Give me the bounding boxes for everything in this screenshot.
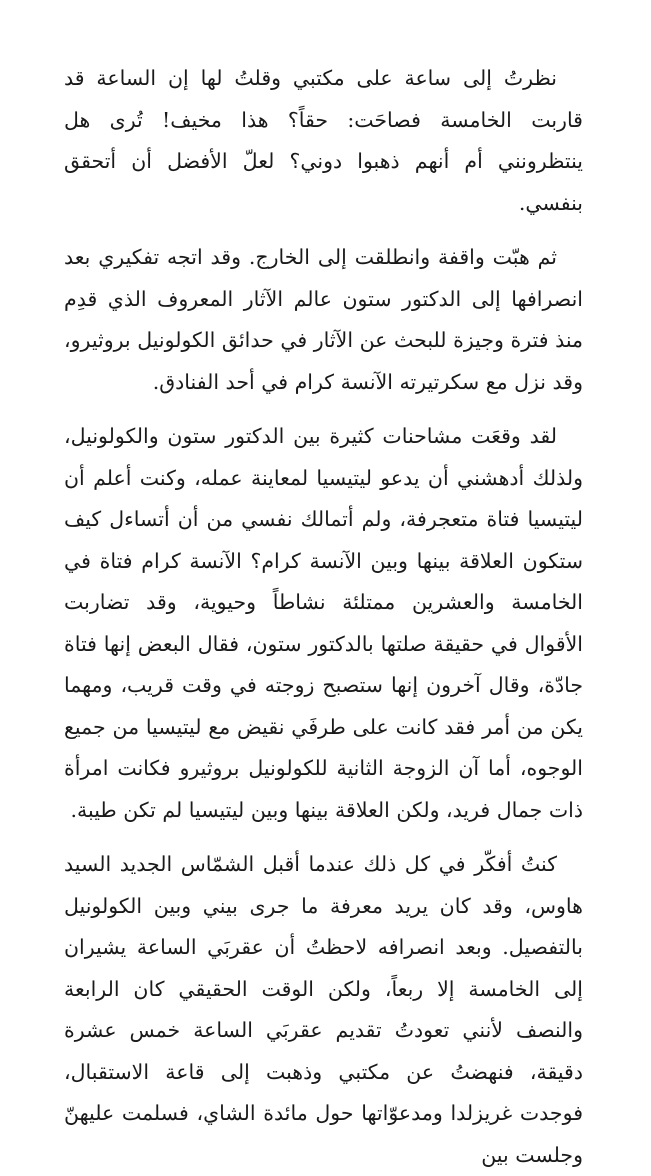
paragraph: كنتُ أفكّر في كل ذلك عندما أقبل الشمّاس الجديد السيد هاوس، وقد كان يريد معرفة ما جرى بيني وبين الكولونيل بالتفصيل. وبعد انصرافه لاحظتُ أن عقربَي الساعة يشيران إلى الخامسة إلا ربعاً، ولكن الوقت الحقيقي كان الرابعة والنصف لأنني تعودتُ تقديم عقربَي الساعة خمس عشرة دقيقة، فنهضتُ عن مكتبي وذهبت إلى قاعة الاستقبال، فوجدت غريزلدا ومدعوّاتها حول مائدة الشاي، فسلمت عليهنّ وجلست بين <box>64 852 583 1167</box>
paragraph: نظرتُ إلى ساعة على مكتبي وقلتُ لها إن الساعة قد قاربت الخامسة فصاحَت: حقاً؟ هذا مخيف! تُرى هل ينتظرونني أم أنهم ذهبوا دوني؟ لعلّ الأفضل أن أتحقق بنفسي. <box>64 66 583 215</box>
paragraph: ثم هبّت واقفة وانطلقت إلى الخارج. وقد اتجه تفكيري بعد انصرافها إلى الدكتور ستون عالم الآثار المعروف الذي قدِم منذ فترة وجيزة للبحث عن الآثار في حدائق الكولونيل بروثيرو، وقد نزل مع سكرتيرته الآنسة كرام في أحد الفنادق. <box>64 245 583 394</box>
paragraph: لقد وقعَت مشاحنات كثيرة بين الدكتور ستون والكولونيل، ولذلك أدهشني أن يدعو ليتيسيا لمعاينة عمله، وكنت أعلم أن ليتيسيا فتاة متعجرفة، ولم أتمالك نفسي من أن أتساءل كيف ستكون العلاقة بينها وبين الآنسة كرام؟ الآنسة كرام فتاة في الخامسة والعشرين ممتلئة نشاطاً وحيوية، وقد تضاربت الأقوال في حقيقة صلتها بالدكتور ستون، فقال البعض إنها فتاة جادّة، وقال آخرون إنها ستصبح زوجته في وقت قريب، ومهما يكن من أمر فقد كانت على طرفَي نقيض مع ليتيسيا من جميع الوجوه، أما آن الزوجة الثانية للكولونيل بروثيرو فكانت امرأة ذات جمال فريد، ولكن العلاقة بينها وبين ليتيسيا لم تكن طيبة. <box>64 424 583 822</box>
